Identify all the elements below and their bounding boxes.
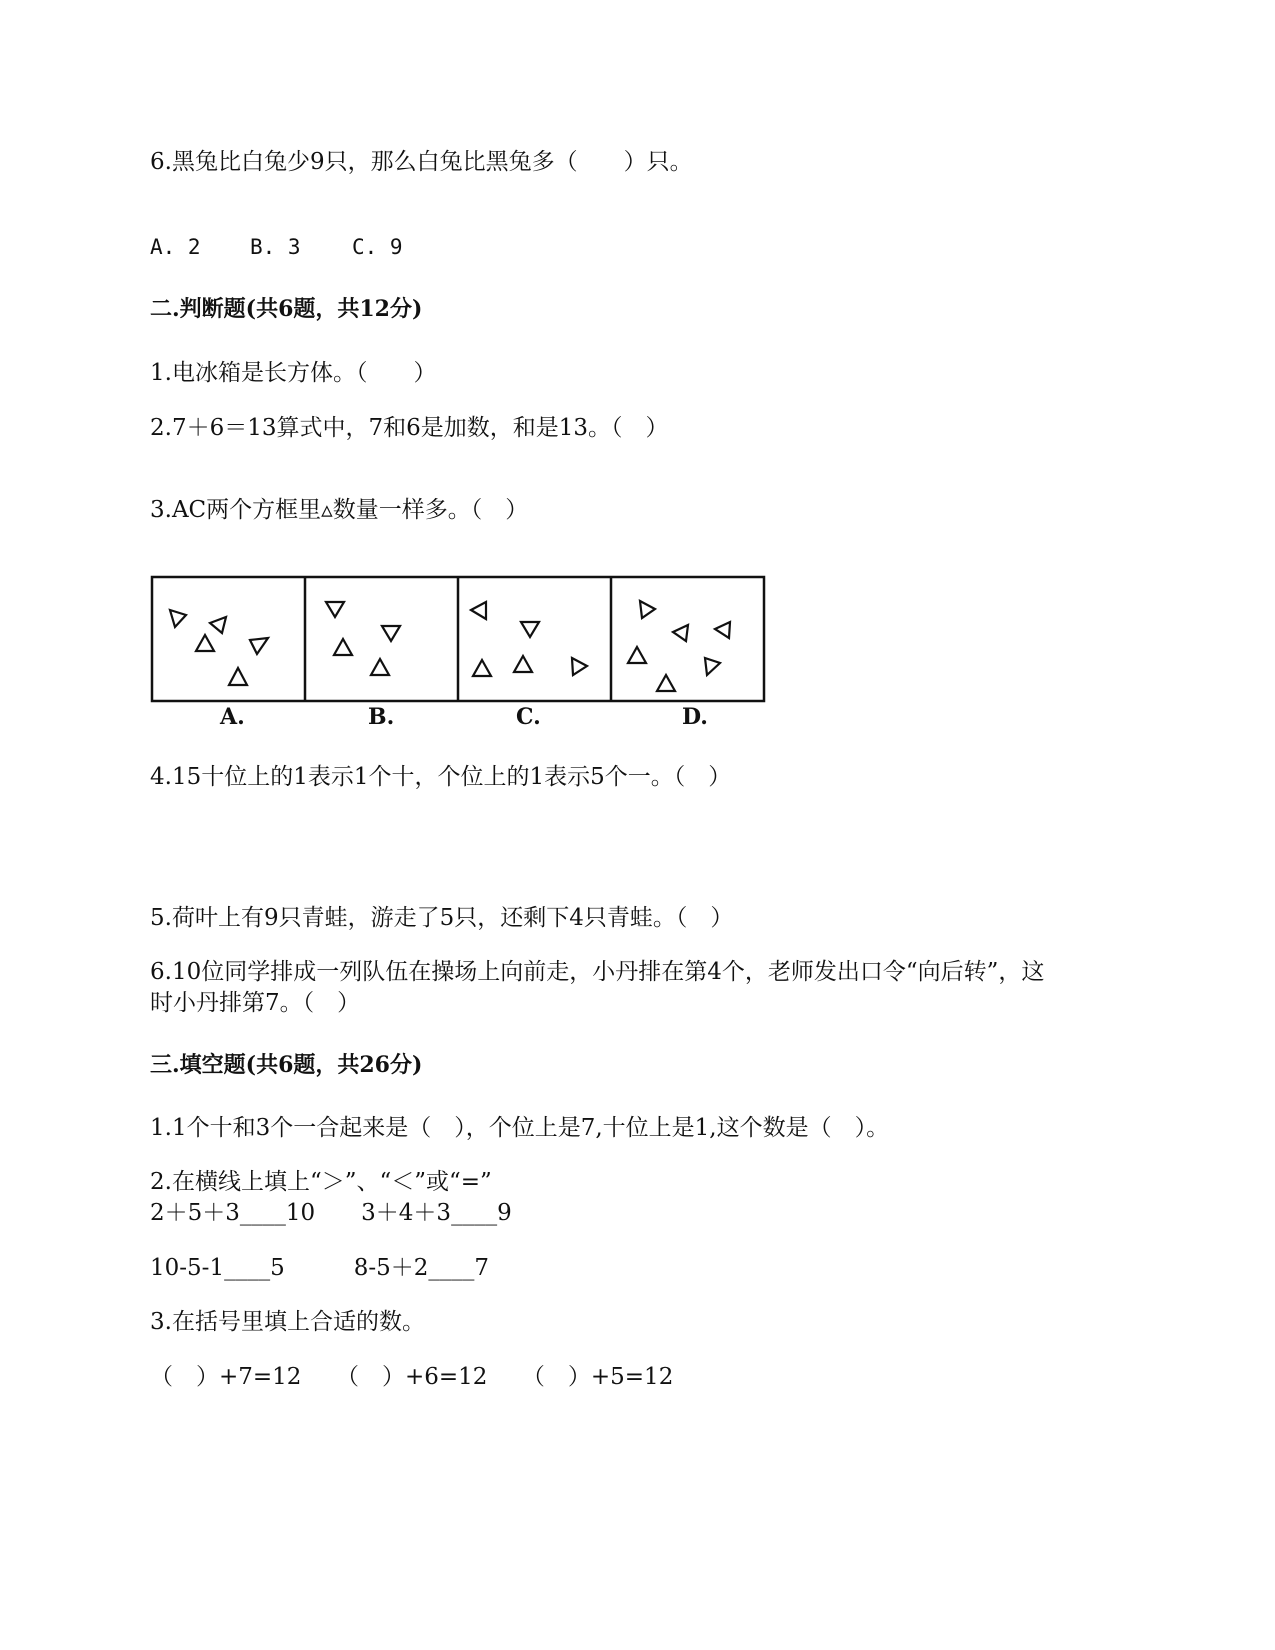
triangle-icon [673, 625, 688, 641]
triangle-icon [657, 675, 675, 691]
judgment-q1: 1.电冰箱是长方体。（ ） [150, 360, 437, 386]
fill-q3-line1: 3.在括号里填上合适的数。 [150, 1309, 425, 1335]
box-label-c: C. [516, 704, 541, 730]
triangle-icon [250, 638, 268, 654]
box-label-b: B. [368, 704, 395, 730]
fill-q3-line2: （ ）+7=12 （ ）+6=12 （ ）+5=12 [150, 1364, 674, 1390]
option-b: B. 3 [250, 235, 301, 259]
triangle-icon [473, 660, 491, 676]
triangle-icon [334, 639, 352, 655]
triangle-icon [628, 647, 646, 663]
fill-q2-line3: 10-5-1____5 8-5＋2____7 [150, 1255, 490, 1281]
question-6-stem: 6.黑兔比白兔少9只，那么白兔比黑兔多（ ）只。 [150, 149, 693, 175]
section-heading-judgment: 二.判断题(共6题，共12分) [150, 296, 423, 322]
triangle-icon [196, 635, 214, 651]
section-heading-fill: 三.填空题(共6题，共26分) [150, 1052, 423, 1078]
fill-q2-line1: 2.在横线上填上“＞”、“＜”或“=” [150, 1169, 492, 1195]
triangle-icon [640, 601, 655, 618]
triangle-icon [382, 626, 400, 641]
triangle-boxes-figure [150, 575, 770, 730]
judgment-q5: 5.荷叶上有9只青蛙，游走了5只，还剩下4只青蛙。（ ） [150, 905, 734, 931]
judgment-q3: 3.AC两个方框里▵数量一样多。（ ） [150, 497, 529, 523]
box-label-d: D. [682, 704, 708, 730]
option-c: C. 9 [352, 235, 403, 259]
triangle-icon [521, 622, 539, 637]
triangle-icon [514, 656, 532, 672]
judgment-q2: 2.7＋6＝13算式中，7和6是加数，和是13。（ ） [150, 415, 669, 441]
judgment-q4: 4.15十位上的1表示1个十，个位上的1表示5个一。（ ） [150, 764, 732, 790]
fill-q2-line2: 2＋5＋3____10 3＋4＋3____9 [150, 1200, 512, 1226]
triangle-icon [572, 658, 587, 675]
fill-q1: 1.1个十和3个一合起来是（ ），个位上是7,十位上是1,这个数是（ ）。 [150, 1115, 890, 1141]
triangle-icon [371, 659, 389, 675]
option-a: A. 2 [150, 235, 201, 259]
triangle-icon [715, 622, 730, 638]
triangle-icon [210, 617, 226, 633]
triangle-icon [705, 658, 720, 675]
triangle-icon [326, 602, 344, 617]
triangle-icon [471, 602, 486, 619]
triangle-icon [170, 610, 186, 627]
triangle-icon [229, 668, 247, 685]
judgment-q6-line2: 时小丹排第7。（ ） [150, 990, 361, 1016]
box-label-a: A. [220, 704, 245, 730]
judgment-q6-line1: 6.10位同学排成一列队伍在操场上向前走，小丹排在第4个，老师发出口令“向后转”，这 [150, 959, 1045, 985]
